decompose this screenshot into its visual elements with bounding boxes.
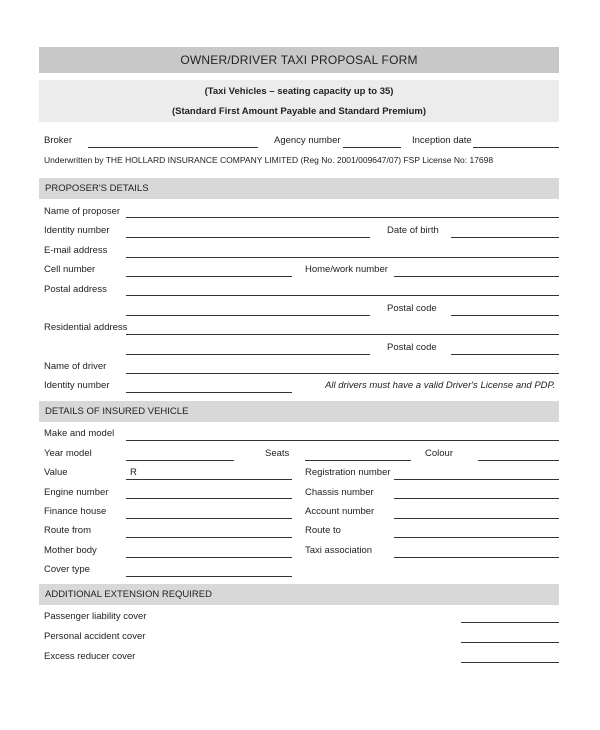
value-label: Value [44, 467, 68, 478]
account-number-field[interactable] [394, 518, 559, 519]
broker-label: Broker [44, 135, 72, 146]
agency-number-label: Agency number [274, 135, 341, 146]
route-from-label: Route from [44, 525, 91, 536]
year-model-field[interactable] [126, 460, 234, 461]
registration-number-field[interactable] [394, 479, 559, 480]
inception-date-field[interactable] [473, 147, 559, 148]
home-work-number-field[interactable] [394, 276, 559, 277]
passenger-liability-label: Passenger liability cover [44, 611, 147, 622]
chassis-number-field[interactable] [394, 498, 559, 499]
excess-reducer-label: Excess reducer cover [44, 651, 136, 662]
name-of-proposer-field[interactable] [126, 217, 559, 218]
seats-field[interactable] [305, 460, 411, 461]
postal-address-field-1[interactable] [126, 295, 559, 296]
cell-number-label: Cell number [44, 264, 96, 275]
postal-code-field-1[interactable] [451, 315, 559, 316]
mother-body-field[interactable] [126, 557, 292, 558]
taxi-association-label: Taxi association [305, 545, 373, 556]
excess-reducer-field[interactable] [461, 662, 559, 663]
subtitle-line-2: (Standard First Amount Payable and Standard Premium) [171, 106, 427, 117]
residential-address-label: Residential address [44, 322, 128, 333]
route-to-label: Route to [305, 525, 341, 536]
name-of-proposer-label: Name of proposer [44, 206, 121, 217]
cell-number-field[interactable] [126, 276, 292, 277]
inception-date-label: Inception date [412, 135, 472, 146]
section-proposer: PROPOSER'S DETAILS [39, 178, 559, 199]
postal-address-label: Postal address [44, 284, 107, 295]
registration-number-label: Registration number [305, 467, 391, 478]
identity-number-label: Identity number [44, 225, 110, 236]
mother-body-label: Mother body [44, 545, 97, 556]
passenger-liability-field[interactable] [461, 622, 559, 623]
home-work-number-label: Home/work number [305, 264, 388, 275]
name-of-driver-label: Name of driver [44, 361, 107, 372]
section-vehicle: DETAILS OF INSURED VEHICLE [39, 401, 559, 422]
route-from-field[interactable] [126, 537, 292, 538]
value-field[interactable] [126, 479, 292, 480]
finance-house-field[interactable] [126, 518, 292, 519]
engine-number-field[interactable] [126, 498, 292, 499]
finance-house-label: Finance house [44, 506, 107, 517]
name-of-driver-field[interactable] [126, 373, 559, 374]
seats-label: Seats [265, 448, 290, 459]
form-title: OWNER/DRIVER TAXI PROPOSAL FORM [39, 47, 559, 73]
personal-accident-label: Personal accident cover [44, 631, 146, 642]
underwriter-text: Underwritten by THE HOLLARD INSURANCE COMPANY LIMITED (Reg No. 2001/009647/07) FSP License No: 17698 [44, 155, 494, 165]
postal-code-label-2: Postal code [387, 342, 437, 353]
taxi-association-field[interactable] [394, 557, 559, 558]
agency-number-field[interactable] [343, 147, 401, 148]
broker-field[interactable] [88, 147, 258, 148]
cover-type-field[interactable] [126, 576, 292, 577]
postal-address-field-2[interactable] [126, 315, 370, 316]
colour-field[interactable] [478, 460, 559, 461]
email-field[interactable] [126, 257, 559, 258]
subtitle-box [39, 80, 559, 122]
residential-address-field-2[interactable] [126, 354, 370, 355]
route-to-field[interactable] [394, 537, 559, 538]
residential-address-field-1[interactable] [126, 334, 559, 335]
colour-label: Colour [425, 448, 453, 459]
personal-accident-field[interactable] [461, 642, 559, 643]
value-currency-prefix: R [130, 467, 137, 478]
identity-number-field[interactable] [126, 237, 370, 238]
drivers-license-note: All drivers must have a valid Driver's License and PDP. [325, 380, 556, 391]
year-model-label: Year model [44, 448, 92, 459]
date-of-birth-label: Date of birth [387, 225, 439, 236]
chassis-number-label: Chassis number [305, 487, 374, 498]
account-number-label: Account number [305, 506, 375, 517]
date-of-birth-field[interactable] [451, 237, 559, 238]
cover-type-label: Cover type [44, 564, 90, 575]
email-label: E-mail address [44, 245, 108, 256]
make-model-field[interactable] [126, 440, 559, 441]
postal-code-label-1: Postal code [387, 303, 437, 314]
section-extension: ADDITIONAL EXTENSION REQUIRED [39, 584, 559, 605]
driver-identity-number-label: Identity number [44, 380, 110, 391]
engine-number-label: Engine number [44, 487, 109, 498]
make-model-label: Make and model [44, 428, 115, 439]
driver-identity-number-field[interactable] [126, 392, 292, 393]
subtitle-line-1: (Taxi Vehicles – seating capacity up to 35) [204, 86, 394, 97]
postal-code-field-2[interactable] [451, 354, 559, 355]
